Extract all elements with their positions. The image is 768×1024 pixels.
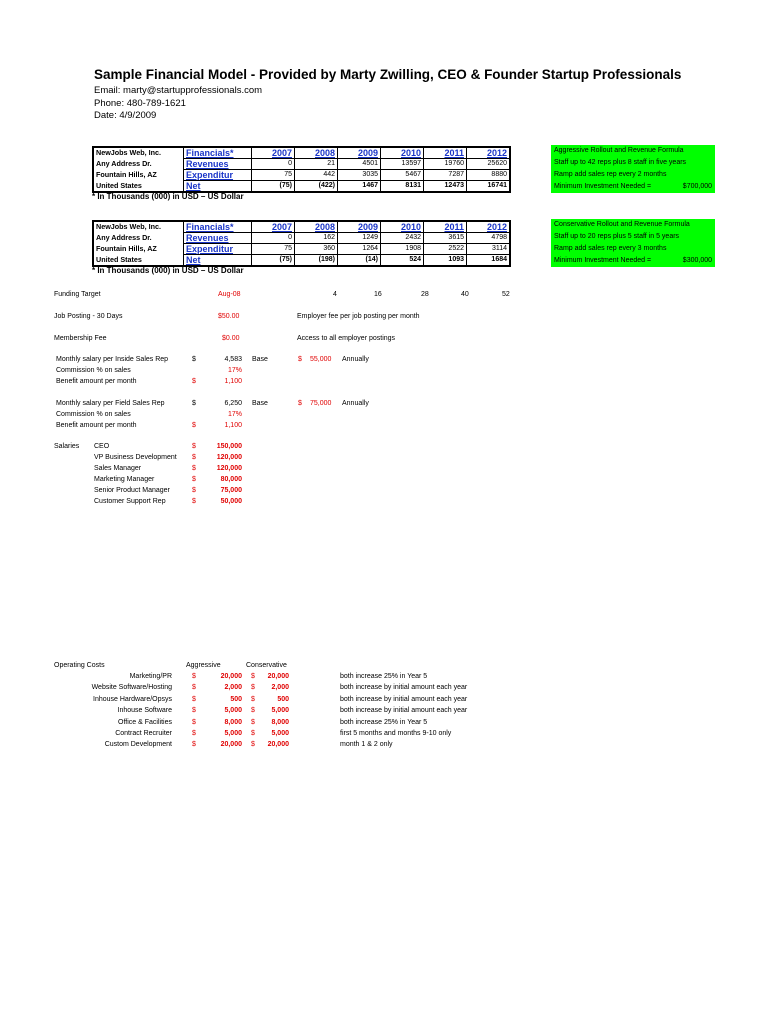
salary-role: Sales Manager <box>94 465 142 472</box>
column-header-aggressive: Aggressive <box>186 662 221 669</box>
benefit-label: Benefit amount per month <box>56 378 137 385</box>
currency-symbol: $ <box>298 400 302 407</box>
operating-cost-name: Custom Development <box>104 741 172 749</box>
table-cell: 1093 <box>424 255 467 267</box>
conservative-amount: 2,000 <box>271 684 289 692</box>
company-city: Fountain Hills, AZ <box>93 170 184 181</box>
funding-target-label: Funding Target <box>54 291 101 298</box>
aggressive-amount: 500 <box>230 695 242 703</box>
investment-amount: $300,000 <box>682 257 712 264</box>
currency-symbol: $ <box>192 476 196 483</box>
company-name: NewJobs Web, Inc. <box>93 221 184 233</box>
scenario-line: Staff up to 42 reps plus 8 staff in five years <box>554 159 687 166</box>
operating-costs-label: Operating Costs <box>54 662 105 669</box>
aggressive-amount: 5,000 <box>224 707 242 715</box>
aggressive-amount: 20,000 <box>220 741 242 749</box>
table-cell: 75 <box>252 170 295 181</box>
salary-role: Customer Support Rep <box>94 498 166 505</box>
salary-role: Senior Product Manager <box>94 487 170 494</box>
operating-cost-note: both increase 25% in Year 5 <box>340 673 428 680</box>
table-cell: (75) <box>252 255 295 267</box>
field-sales-annual: 75,000 <box>310 400 332 407</box>
funding-month: 28 <box>421 291 429 298</box>
table-cell: 1264 <box>338 244 381 255</box>
job-posting-value: $50.00 <box>218 313 240 320</box>
scenario-line: Staff up to 20 reps plus 5 staff in 5 years <box>554 233 680 240</box>
currency-symbol: $ <box>192 356 196 363</box>
currency-symbol: $ <box>192 378 196 385</box>
year-header: 2011 <box>424 221 467 233</box>
scenario-line: Conservative Rollout and Revenue Formula <box>554 221 690 228</box>
table-row <box>93 221 510 233</box>
financials-header: Financials* <box>184 147 252 159</box>
row-label: Net <box>184 255 252 267</box>
currency-symbol: $ <box>251 741 255 749</box>
table-cell: 16741 <box>467 181 511 193</box>
currency-symbol: $ <box>251 673 255 680</box>
operating-cost-note: both increase by initial amount each year <box>340 707 468 715</box>
scenario-line: Minimum Investment Needed = <box>554 257 652 264</box>
table-cell: 3035 <box>338 170 381 181</box>
year-header: 2007 <box>252 147 295 159</box>
table-cell: 2432 <box>381 233 424 244</box>
table-cell: 4501 <box>338 159 381 170</box>
aggressive-amount: 20,000 <box>220 673 242 680</box>
field-sales-salary: 6,250 <box>224 400 242 407</box>
currency-symbol: $ <box>298 356 302 363</box>
conservative-amount: 20,000 <box>267 741 289 749</box>
annually-label: Annually <box>342 356 369 363</box>
table-footnote: * In Thousands (000) in USD – US Dollar <box>92 266 244 275</box>
table-cell: (75) <box>252 181 295 193</box>
salary-role: CEO <box>94 443 110 450</box>
contact-email: Email: marty@startupprofessionals.com <box>94 85 263 96</box>
table-row <box>93 233 510 244</box>
table-cell: 1249 <box>338 233 381 244</box>
table-cell: 442 <box>295 170 338 181</box>
base-label: Base <box>252 400 268 407</box>
currency-symbol: $ <box>192 498 196 505</box>
row-label: Revenues <box>184 159 252 170</box>
conservative-amount: 5,000 <box>271 707 289 715</box>
scenario-line: Ramp add sales rep every 3 months <box>554 245 667 252</box>
aggressive-scenario-box <box>551 145 715 193</box>
benefit-value: 1,100 <box>224 378 242 385</box>
table-cell: 7287 <box>424 170 467 181</box>
salaries-label: Salaries <box>54 443 80 450</box>
operating-cost-name: Inhouse Hardware/Opsys <box>93 695 172 703</box>
row-label: Revenues <box>184 233 252 244</box>
funding-target-value: Aug-08 <box>218 291 241 298</box>
benefit-label: Benefit amount per month <box>56 422 137 429</box>
job-posting-label: Job Posting - 30 Days <box>54 313 123 320</box>
year-header: 2008 <box>295 147 338 159</box>
contact-phone: Phone: 480-789-1621 <box>94 98 186 109</box>
aggressive-amount: 2,000 <box>224 684 242 692</box>
company-address: Any Address Dr. <box>93 233 184 244</box>
table-row <box>93 255 510 267</box>
currency-symbol: $ <box>192 443 196 450</box>
operating-cost-note: both increase by initial amount each year <box>340 684 468 692</box>
table-cell: 12473 <box>424 181 467 193</box>
table-cell: 1467 <box>338 181 381 193</box>
table-cell: 0 <box>252 233 295 244</box>
salary-amount: 150,000 <box>216 443 242 450</box>
currency-symbol: $ <box>192 465 196 472</box>
table-cell: 3615 <box>424 233 467 244</box>
table-cell: 3114 <box>467 244 511 255</box>
salary-role: Marketing Manager <box>94 476 155 483</box>
document-date: Date: 4/9/2009 <box>94 110 157 121</box>
table-cell: (14) <box>338 255 381 267</box>
salary-amount: 50,000 <box>220 498 242 505</box>
table-cell: 25620 <box>467 159 511 170</box>
table-row <box>93 181 510 193</box>
currency-symbol: $ <box>192 741 196 749</box>
funding-month: 40 <box>461 291 469 298</box>
table-cell: 5467 <box>381 170 424 181</box>
year-header: 2010 <box>381 221 424 233</box>
year-header: 2009 <box>338 147 381 159</box>
table-cell: 75 <box>252 244 295 255</box>
funding-month: 16 <box>374 291 382 298</box>
table-cell: 1908 <box>381 244 424 255</box>
row-label: Expenditur <box>184 170 252 181</box>
financials-header: Financials* <box>184 221 252 233</box>
year-header: 2007 <box>252 221 295 233</box>
inside-sales-annual: 55,000 <box>310 356 332 363</box>
table-cell: (198) <box>295 255 338 267</box>
scenario-line: Aggressive Rollout and Revenue Formula <box>554 147 684 154</box>
conservative-amount: 5,000 <box>271 730 289 737</box>
base-label: Base <box>252 356 268 363</box>
currency-symbol: $ <box>192 673 196 680</box>
table-cell: 524 <box>381 255 424 267</box>
conservative-amount: 20,000 <box>267 673 289 680</box>
salary-role: VP Business Development <box>94 454 177 461</box>
table-cell: 0 <box>252 159 295 170</box>
table-cell: 21 <box>295 159 338 170</box>
operating-cost-name: Website Software/Hosting <box>91 684 172 692</box>
conservative-scenario-box <box>551 219 715 267</box>
annually-label: Annually <box>342 400 369 407</box>
table-cell: 162 <box>295 233 338 244</box>
scenario-line: Ramp add sales rep every 2 months <box>554 171 667 178</box>
salary-amount: 120,000 <box>216 465 242 472</box>
company-city: Fountain Hills, AZ <box>93 244 184 255</box>
table-cell: 1684 <box>467 255 511 267</box>
salary-amount: 80,000 <box>220 476 242 483</box>
operating-cost-note: both increase by initial amount each year <box>340 695 468 703</box>
currency-symbol: $ <box>251 695 255 703</box>
field-sales-label: Monthly salary per Field Sales Rep <box>56 400 165 407</box>
currency-symbol: $ <box>192 707 196 715</box>
commission-value: 17% <box>227 411 242 418</box>
table-row <box>93 170 510 181</box>
operating-cost-name: Office & Facilities <box>118 718 172 726</box>
membership-desc: Access to all employer postings <box>297 335 396 342</box>
table-footnote: * In Thousands (000) in USD – US Dollar <box>92 192 244 201</box>
currency-symbol: $ <box>192 422 196 429</box>
year-header: 2012 <box>467 147 511 159</box>
table-cell: 8880 <box>467 170 511 181</box>
year-header: 2011 <box>424 147 467 159</box>
operating-cost-name: Marketing/PR <box>129 673 172 680</box>
table-cell: 13597 <box>381 159 424 170</box>
table-row <box>93 159 510 170</box>
investment-amount: $700,000 <box>682 183 712 190</box>
table-cell: 19760 <box>424 159 467 170</box>
funding-month: 4 <box>333 291 337 298</box>
aggressive-amount: 5,000 <box>224 730 242 737</box>
funding-month: 52 <box>502 291 510 298</box>
year-header: 2008 <box>295 221 338 233</box>
table-cell: 360 <box>295 244 338 255</box>
company-country: United States <box>93 181 184 193</box>
membership-label: Membership Fee <box>54 335 107 342</box>
currency-symbol: $ <box>251 707 255 715</box>
aggressive-amount: 8,000 <box>224 718 242 726</box>
company-address: Any Address Dr. <box>93 159 184 170</box>
scenario-line: Minimum Investment Needed = <box>554 183 652 190</box>
commission-label: Commission % on sales <box>56 367 131 374</box>
currency-symbol: $ <box>192 730 196 737</box>
page-title: Sample Financial Model - Provided by Marty Zwilling, CEO & Founder Startup Professionals <box>94 67 682 82</box>
table-cell: 8131 <box>381 181 424 193</box>
currency-symbol: $ <box>192 454 196 461</box>
operating-cost-name: Contract Recruiter <box>115 730 172 737</box>
membership-value: $0.00 <box>222 335 240 342</box>
column-header-conservative: Conservative <box>246 662 287 669</box>
inside-sales-label: Monthly salary per Inside Sales Rep <box>56 356 169 363</box>
currency-symbol: $ <box>251 718 255 726</box>
operating-cost-note: first 5 months and months 9-10 only <box>340 730 452 737</box>
operating-cost-note: both increase 25% in Year 5 <box>340 718 428 726</box>
currency-symbol: $ <box>192 400 196 407</box>
year-header: 2012 <box>467 221 511 233</box>
table-cell: (422) <box>295 181 338 193</box>
operating-cost-note: month 1 & 2 only <box>340 741 393 749</box>
year-header: 2010 <box>381 147 424 159</box>
conservative-amount: 500 <box>277 695 289 703</box>
currency-symbol: $ <box>192 487 196 494</box>
benefit-value: 1,100 <box>224 422 242 429</box>
job-posting-desc: Employer fee per job posting per month <box>297 313 420 320</box>
operating-cost-name: Inhouse Software <box>117 707 172 715</box>
salary-amount: 75,000 <box>220 487 242 494</box>
financials-table-aggressive <box>92 146 511 193</box>
row-label: Expenditur <box>184 244 252 255</box>
salary-amount: 120,000 <box>216 454 242 461</box>
company-country: United States <box>93 255 184 267</box>
company-name: NewJobs Web, Inc. <box>93 147 184 159</box>
currency-symbol: $ <box>251 684 255 692</box>
table-row <box>93 147 510 159</box>
financials-table-conservative <box>92 220 511 267</box>
commission-label: Commission % on sales <box>56 411 131 418</box>
table-cell: 2522 <box>424 244 467 255</box>
conservative-amount: 8,000 <box>271 718 289 726</box>
commission-value: 17% <box>227 367 242 374</box>
currency-symbol: $ <box>192 718 196 726</box>
row-label: Net <box>184 181 252 193</box>
year-header: 2009 <box>338 221 381 233</box>
currency-symbol: $ <box>192 695 196 703</box>
currency-symbol: $ <box>251 730 255 737</box>
table-cell: 4798 <box>467 233 511 244</box>
table-row <box>93 244 510 255</box>
inside-sales-salary: 4,583 <box>224 356 242 363</box>
currency-symbol: $ <box>192 684 196 692</box>
